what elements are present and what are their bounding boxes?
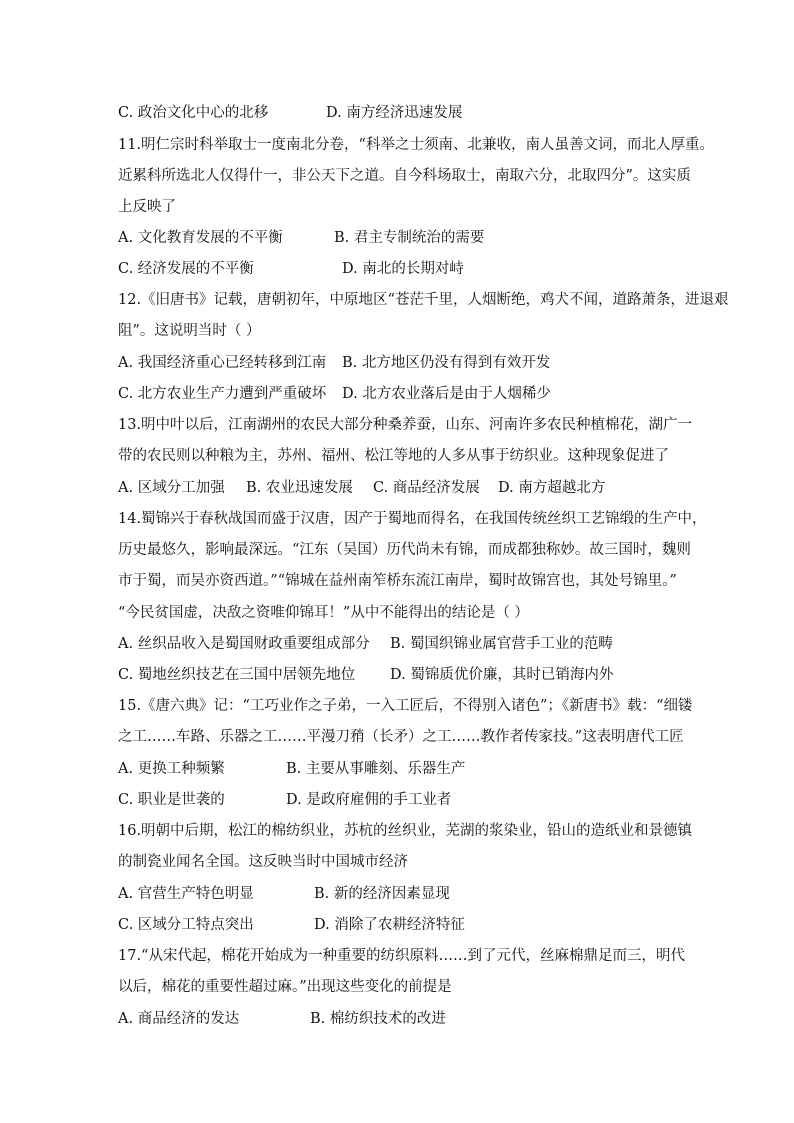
option-a: A. 文化教育发展的不平衡	[118, 230, 283, 246]
option-d: D. 消除了农耕经济特征	[314, 917, 465, 933]
option-b: B. 新的经济因素显现	[314, 886, 450, 902]
question-12-text-line: 阻”。这说明当时（ ）	[118, 323, 261, 339]
option-d: D. 南方经济迅速发展	[326, 105, 463, 121]
option-b: B. 蜀国织锦业属官营手工业的范畴	[390, 636, 613, 652]
option-c: C. 商品经济发展	[373, 480, 480, 496]
option-c: C. 职业是世袭的	[118, 792, 225, 808]
option-c: C. 蜀地丝织技艺在三国中居领先地位	[118, 667, 356, 683]
option-b: B. 棉纺织技术的改进	[310, 1011, 446, 1027]
option-c: C. 经济发展的不平衡	[118, 261, 254, 277]
question-11-text-line: 11.明仁宗时科举取士一度南北分卷，“科举之士须南、北兼收，南人虽善文词，而北人厚重。	[118, 137, 714, 153]
question-16-text-line: 的制瓷业闻名全国。这反映当时中国城市经济	[118, 854, 408, 870]
question-11-text-line: 近累科所选北人仅得什一，非公天下之道。自今科场取士，南取六分，北取四分”。这实质	[118, 168, 691, 184]
option-c: C. 北方农业生产力遭到严重破坏	[118, 386, 327, 402]
option-a: A. 丝织品收入是蜀国财政重要组成部分	[118, 636, 370, 652]
option-b: B. 北方地区仍没有得到有效开发	[342, 355, 551, 371]
question-14-text-line: 市于蜀，而吴亦资西道。”“锦城在益州南笮桥东流江南岸，蜀时故锦宫也，其处号锦里。”	[118, 573, 677, 589]
option-d: D. 南北的长期对峙	[342, 261, 464, 277]
question-17-text-line: 以后，棉花的重要性超过麻。”出现这些变化的前提是	[118, 979, 452, 995]
option-d: D. 是政府雇佣的手工业者	[286, 792, 452, 808]
question-14-text-line: 14.蜀锦兴于春秋战国而盛于汉唐，因产于蜀地而得名，在我国传统丝织工艺锦缎的生产中，	[118, 511, 707, 527]
option-a: A. 更换工种频繁	[118, 761, 225, 777]
option-a: A. 区域分工加强	[118, 480, 225, 496]
option-d: D. 南方超越北方	[498, 480, 606, 496]
question-12-text-line: 12.《旧唐书》记载，唐朝初年，中原地区“苍茫千里，人烟断绝，鸡犬不闻，道路萧条，进退艰	[118, 292, 729, 308]
option-c: C. 政治文化中心的北移	[118, 105, 269, 121]
option-b: B. 君主专制统治的需要	[334, 230, 485, 246]
question-15-text-line: 之工……车路、乐器之工……平漫刀矟（长矛）之工……教作者传家技。”这表明唐代工匠	[118, 729, 684, 745]
question-15-text-line: 15.《唐六典》记：“工巧业作之子弟，一入工匠后，不得别入诸色”；《新唐书》载：“细镂	[118, 698, 693, 714]
question-16-text-line: 16.明朝中后期，松江的棉纺织业，苏杭的丝织业，芜湖的浆染业，铅山的造纸业和景德镇	[118, 823, 693, 839]
option-d: D. 蜀锦质优价廉，其时已销海内外	[390, 667, 614, 683]
question-17-text-line: 17.“从宋代起，棉花开始成为一种重要的纺织原料……到了元代，丝麻棉鼎足而三，明代	[118, 948, 685, 964]
option-c: C. 区域分工特点突出	[118, 917, 254, 933]
question-14-text-line: “今民贫国虚，决敌之资唯仰锦耳！”从中不能得出的结论是（ ）	[118, 605, 529, 621]
option-b: B. 农业迅速发展	[246, 480, 353, 496]
option-b: B. 主要从事雕刻、乐器生产	[286, 761, 466, 777]
option-d: D. 北方农业落后是由于人烟稀少	[342, 386, 551, 402]
option-a: A. 我国经济重心已经转移到江南	[118, 355, 327, 371]
question-14-text-line: 历史最悠久，影响最深远。“江东（吴国）历代尚未有锦，而成都独称妙。故三国时，魏则	[118, 542, 691, 558]
question-13-text-line: 带的农民则以种粮为主，苏州、福州、松江等地的人多从事于纺织业。这种现象促进了	[118, 448, 669, 464]
question-11-text-line: 上反映了	[118, 199, 176, 215]
question-13-text-line: 13.明中叶以后，江南湖州的农民大部分种桑养蚕，山东、河南许多农民种植棉花，湖广一	[118, 417, 693, 433]
option-a: A. 官营生产特色明显	[118, 886, 254, 902]
option-a: A. 商品经济的发达	[118, 1011, 240, 1027]
